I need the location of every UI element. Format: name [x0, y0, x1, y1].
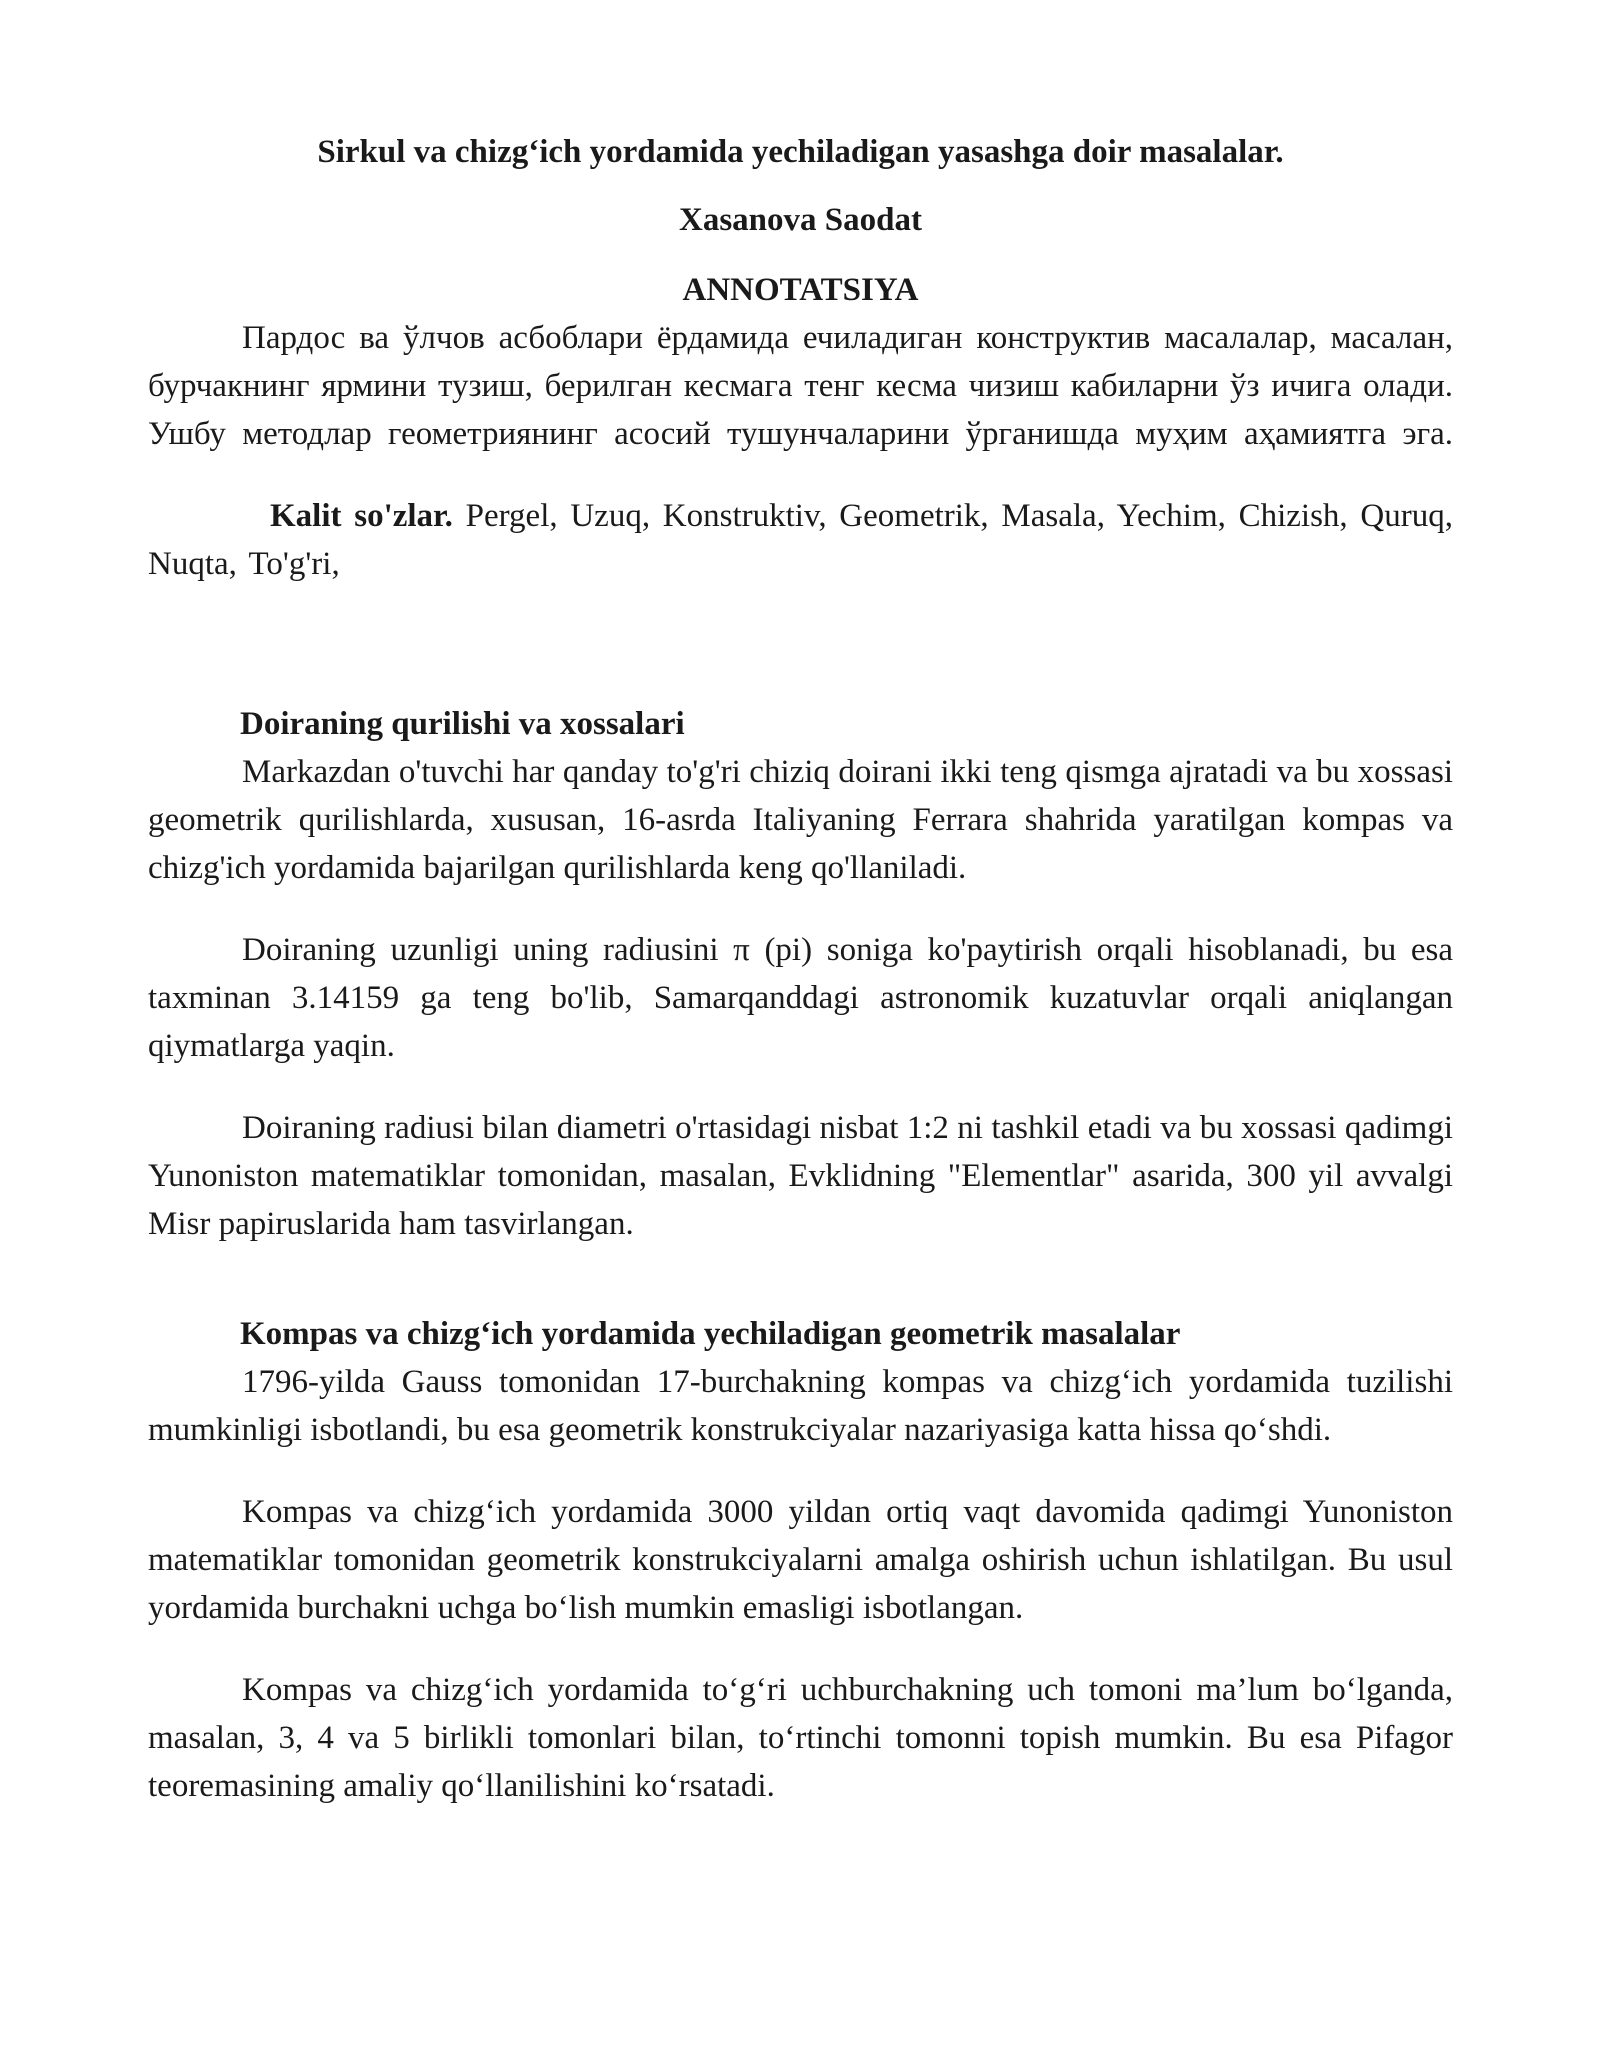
document-title: Sirkul va chizg‘ich yordamida yechiladigan yasashga doir masalalar. — [317, 134, 1284, 170]
section-heading-doira: Doiraning qurilishi va xossalari — [240, 706, 685, 742]
section1-paragraph: Doiraning uzunligi uning radiusini π (pi) soniga ko'paytirish orqali hisoblanadi, bu esa taxminan 3.14159 ga teng bo'lib, Samarqanddagi astronomik kuzatuvlar orqali aniqlangan qiymatlarga yaqin. — [148, 932, 1453, 1064]
annotation-heading: ANNOTATSIYA — [682, 272, 919, 308]
section1-paragraph: Markazdan o'tuvchi har qanday to'g'ri chiziq doirani ikki teng qismga ajratadi va bu xossasi geometrik qurilishlarda, xususan, 16-asrda Italiyaning Ferrara shahrida yaratilgan kompas va chizg'ich yordamida bajarilgan qurilishlarda keng qo'llaniladi. — [148, 754, 1453, 886]
author-name: Xasanova Saodat — [679, 202, 922, 238]
section1-paragraph: Doiraning radiusi bilan diametri o'rtasidagi nisbat 1:2 ni tashkil etadi va bu xossasi qadimgi Yunoniston matematiklar tomonidan, masalan, Evklidning "Elementlar" asarida, 300 yil avvalgi Misr papiruslarida ham tasvirlangan. — [148, 1110, 1453, 1242]
section-heading-kompas: Kompas va chizg‘ich yordamida yechiladigan geometrik masalalar — [240, 1316, 1181, 1352]
section2-paragraph: 1796-yilda Gauss tomonidan 17-burchakning kompas va chizg‘ich yordamida tuzilishi mumkinligi isbotlandi, bu esa geometrik konstrukciyalar nazariyasiga katta hissa qo‘shdi. — [148, 1364, 1453, 1448]
keywords-paragraph — [148, 492, 1453, 588]
keywords-label: Kalit so'zlar. — [270, 498, 453, 534]
section2-paragraph: Kompas va chizg‘ich yordamida to‘g‘ri uchburchakning uch tomoni ma’lum bo‘lganda, masalan, 3, 4 va 5 birlikli tomonlari bilan, to‘rtinchi tomonni topish mumkin. Bu esa Pifagor teoremasining amaliy qo‘llanilishini ko‘rsatadi. — [148, 1672, 1453, 1804]
annotation-text: Пардос ва ўлчов асбоблари ёрдамида ечиладиган конструктив масалалар, масалан, бурчакнинг ярмини тузиш, берилган кесмага тенг кесма чизиш кабиларни ўз ичига олади. Ушбу методлар геометриянинг асосий тушунчаларини ўрганишда муҳим аҳамиятга эга. — [148, 320, 1453, 452]
document-content — [148, 128, 1453, 1810]
section2-paragraph: Kompas va chizg‘ich yordamida 3000 yildan ortiq vaqt davomida qadimgi Yunoniston matematiklar tomonidan geometrik konstrukciyalarni amalga oshirish uchun ishlatilgan. Bu usul yordamida burchakni uchga bo‘lish mumkin emasligi isbotlangan. — [148, 1494, 1453, 1626]
keywords-list: Pergel, Uzuq, Konstruktiv, Geometrik, Masala, Yechim, Chizish, Quruq, Nuqta, To'g'ri, — [148, 498, 1453, 582]
